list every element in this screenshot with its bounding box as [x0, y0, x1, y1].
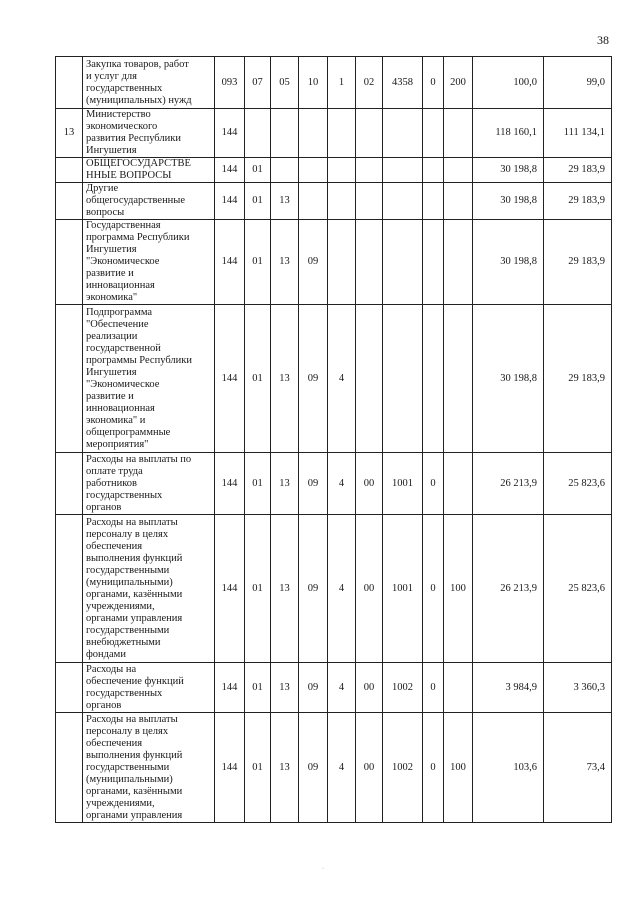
code-section	[245, 109, 271, 158]
code-subsection	[271, 158, 299, 183]
code-subprogram: 1	[328, 57, 356, 109]
code-subprogram	[328, 158, 356, 183]
code-subprogram: 4	[328, 453, 356, 515]
code-extra	[423, 305, 444, 453]
code-program	[299, 109, 328, 158]
code-subsection: 13	[271, 713, 299, 823]
code-activity: 00	[356, 713, 383, 823]
code-subsection: 13	[271, 663, 299, 713]
code-section: 01	[245, 305, 271, 453]
code-subsection: 13	[271, 220, 299, 305]
row-number	[56, 453, 83, 515]
code-subsection: 13	[271, 453, 299, 515]
amount-plan: 3 984,9	[473, 663, 544, 713]
code-program: 09	[299, 713, 328, 823]
code-program	[299, 158, 328, 183]
code-direction: 1001	[383, 453, 423, 515]
code-grbs: 144	[215, 220, 245, 305]
amount-fact: 25 823,6	[544, 453, 612, 515]
code-section: 01	[245, 453, 271, 515]
item-name: Министерство экономического развития Республики Ингушетия	[83, 109, 215, 158]
code-activity: 00	[356, 453, 383, 515]
amount-plan: 26 213,9	[473, 515, 544, 663]
row-number	[56, 183, 83, 220]
table-row	[56, 57, 612, 109]
scan-mark: ·	[322, 866, 324, 872]
code-expense-type	[444, 158, 473, 183]
code-expense-type: 100	[444, 713, 473, 823]
code-program: 09	[299, 220, 328, 305]
amount-plan: 30 198,8	[473, 183, 544, 220]
code-subprogram	[328, 220, 356, 305]
item-name: Расходы на выплаты персоналу в целях обеспечения выполнения функций государственными (муниципальными) органами, казёнными учреждениями, органами управления государственными внебюджетными фондами	[83, 515, 215, 663]
code-extra: 0	[423, 453, 444, 515]
code-grbs: 144	[215, 663, 245, 713]
code-subprogram: 4	[328, 663, 356, 713]
code-program	[299, 183, 328, 220]
code-grbs: 093	[215, 57, 245, 109]
amount-plan: 30 198,8	[473, 305, 544, 453]
code-direction	[383, 109, 423, 158]
code-program: 09	[299, 515, 328, 663]
code-subprogram: 4	[328, 713, 356, 823]
code-extra: 0	[423, 57, 444, 109]
code-section: 07	[245, 57, 271, 109]
item-name: Расходы на выплаты персоналу в целях обеспечения выполнения функций государственными (муниципальными) органами, казёнными учреждениями, органами управления	[83, 713, 215, 823]
table-row	[56, 109, 612, 158]
code-section: 01	[245, 713, 271, 823]
code-subsection: 13	[271, 305, 299, 453]
row-number	[56, 57, 83, 109]
amount-fact: 99,0	[544, 57, 612, 109]
table-body	[56, 57, 612, 823]
code-extra: 0	[423, 663, 444, 713]
code-extra	[423, 220, 444, 305]
code-subprogram	[328, 183, 356, 220]
code-subprogram: 4	[328, 305, 356, 453]
amount-fact: 29 183,9	[544, 305, 612, 453]
code-subsection: 05	[271, 57, 299, 109]
code-expense-type	[444, 663, 473, 713]
code-direction: 1001	[383, 515, 423, 663]
item-name: Подпрограмма "Обеспечение реализации государственной программы Республики Ингушетия "Экономическое развитие и инновационная экономика" и общепрограммные мероприятия"	[83, 305, 215, 453]
row-number	[56, 220, 83, 305]
item-name: Другие общегосударственные вопросы	[83, 183, 215, 220]
amount-plan: 30 198,8	[473, 220, 544, 305]
row-number: 13	[56, 109, 83, 158]
code-program: 09	[299, 305, 328, 453]
code-section: 01	[245, 158, 271, 183]
code-section: 01	[245, 183, 271, 220]
code-expense-type	[444, 109, 473, 158]
code-program: 10	[299, 57, 328, 109]
code-activity: 02	[356, 57, 383, 109]
code-grbs: 144	[215, 158, 245, 183]
code-activity	[356, 220, 383, 305]
code-activity	[356, 109, 383, 158]
code-direction: 4358	[383, 57, 423, 109]
code-subsection: 13	[271, 183, 299, 220]
code-expense-type: 200	[444, 57, 473, 109]
amount-plan: 100,0	[473, 57, 544, 109]
code-program: 09	[299, 453, 328, 515]
code-expense-type	[444, 183, 473, 220]
code-expense-type	[444, 453, 473, 515]
item-name: Государственная программа Республики Ингушетия "Экономическое развитие и инновационная экономика"	[83, 220, 215, 305]
code-extra	[423, 183, 444, 220]
code-activity	[356, 305, 383, 453]
code-extra	[423, 158, 444, 183]
code-program: 09	[299, 663, 328, 713]
code-section: 01	[245, 663, 271, 713]
amount-plan: 30 198,8	[473, 158, 544, 183]
code-activity: 00	[356, 663, 383, 713]
amount-fact: 111 134,1	[544, 109, 612, 158]
code-direction	[383, 220, 423, 305]
amount-fact: 29 183,9	[544, 220, 612, 305]
code-direction	[383, 305, 423, 453]
code-direction: 1002	[383, 713, 423, 823]
row-number	[56, 713, 83, 823]
row-number	[56, 663, 83, 713]
code-subsection	[271, 109, 299, 158]
budget-table	[55, 56, 612, 823]
table-row	[56, 220, 612, 305]
item-name: ОБЩЕГОСУДАРСТВЕ ННЫЕ ВОПРОСЫ	[83, 158, 215, 183]
code-grbs: 144	[215, 515, 245, 663]
code-direction	[383, 158, 423, 183]
code-expense-type	[444, 220, 473, 305]
code-activity	[356, 183, 383, 220]
code-grbs: 144	[215, 305, 245, 453]
amount-fact: 73,4	[544, 713, 612, 823]
code-grbs: 144	[215, 713, 245, 823]
code-direction	[383, 183, 423, 220]
code-section: 01	[245, 220, 271, 305]
amount-plan: 26 213,9	[473, 453, 544, 515]
code-activity: 00	[356, 515, 383, 663]
item-name: Закупка товаров, работ и услуг для государственных (муниципальных) нужд	[83, 57, 215, 109]
table-row	[56, 305, 612, 453]
code-grbs: 144	[215, 183, 245, 220]
code-extra: 0	[423, 713, 444, 823]
amount-fact: 25 823,6	[544, 515, 612, 663]
amount-plan: 103,6	[473, 713, 544, 823]
table-row	[56, 453, 612, 515]
code-direction: 1002	[383, 663, 423, 713]
table-row	[56, 158, 612, 183]
code-grbs: 144	[215, 453, 245, 515]
code-activity	[356, 158, 383, 183]
page-number: 38	[597, 33, 609, 47]
code-extra: 0	[423, 515, 444, 663]
table-row	[56, 713, 612, 823]
table-row	[56, 515, 612, 663]
item-name: Расходы на обеспечение функций государственных органов	[83, 663, 215, 713]
code-grbs: 144	[215, 109, 245, 158]
row-number	[56, 305, 83, 453]
code-subsection: 13	[271, 515, 299, 663]
code-extra	[423, 109, 444, 158]
code-expense-type	[444, 305, 473, 453]
row-number	[56, 158, 83, 183]
row-number	[56, 515, 83, 663]
table-row	[56, 183, 612, 220]
amount-fact: 29 183,9	[544, 158, 612, 183]
amount-plan: 118 160,1	[473, 109, 544, 158]
table-row	[56, 663, 612, 713]
code-subprogram: 4	[328, 515, 356, 663]
code-expense-type: 100	[444, 515, 473, 663]
code-subprogram	[328, 109, 356, 158]
item-name: Расходы на выплаты по оплате труда работников государственных органов	[83, 453, 215, 515]
code-section: 01	[245, 515, 271, 663]
amount-fact: 29 183,9	[544, 183, 612, 220]
amount-fact: 3 360,3	[544, 663, 612, 713]
